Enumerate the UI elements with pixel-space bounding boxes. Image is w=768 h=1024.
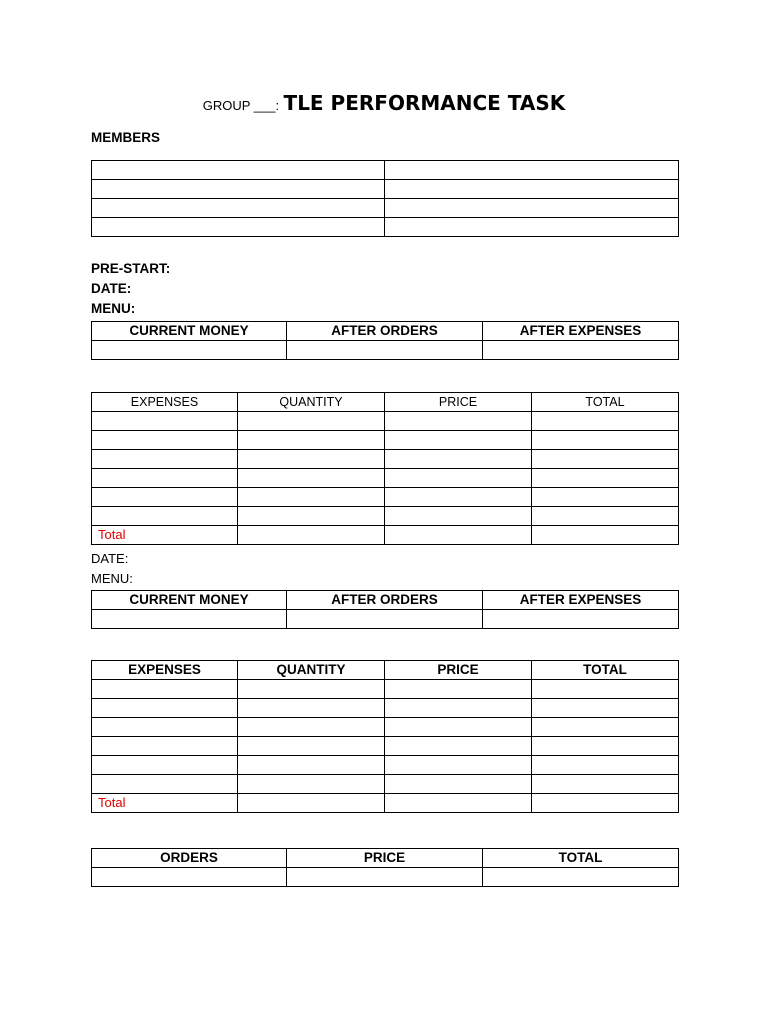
- day2-date-label: DATE:: [91, 551, 129, 566]
- expense-cell[interactable]: [385, 775, 532, 794]
- header-quantity: QUANTITY: [238, 661, 385, 680]
- total-cell[interactable]: [238, 794, 385, 813]
- header-total: TOTAL: [532, 661, 679, 680]
- table-header-row: [92, 849, 679, 868]
- table-row: [92, 161, 679, 180]
- table-header-row: [92, 591, 679, 610]
- page-title: [0, 91, 768, 115]
- member-cell[interactable]: [385, 161, 679, 180]
- expense-cell[interactable]: [532, 488, 679, 507]
- member-cell[interactable]: [92, 218, 385, 237]
- task-title: TLE PERFORMANCE TASK: [283, 91, 566, 115]
- expense-cell[interactable]: [385, 431, 532, 450]
- member-cell[interactable]: [92, 199, 385, 218]
- expense-cell[interactable]: [385, 412, 532, 431]
- table-row: [92, 341, 679, 360]
- prestart-expenses-table: [91, 392, 679, 545]
- table-row: [92, 488, 679, 507]
- table-row: [92, 737, 679, 756]
- table-row: [92, 756, 679, 775]
- member-cell[interactable]: [385, 180, 679, 199]
- expense-cell[interactable]: [532, 450, 679, 469]
- group-label: GROUP ___:: [202, 98, 280, 113]
- members-label: MEMBERS: [91, 130, 161, 145]
- total-cell[interactable]: [238, 526, 385, 545]
- total-cell[interactable]: [385, 794, 532, 813]
- header-total: TOTAL: [483, 849, 679, 868]
- expense-cell[interactable]: [238, 756, 385, 775]
- table-row: [92, 610, 679, 629]
- member-cell[interactable]: [92, 180, 385, 199]
- money-cell[interactable]: [92, 610, 287, 629]
- expense-cell[interactable]: [92, 737, 238, 756]
- header-price: PRICE: [287, 849, 483, 868]
- header-expenses: EXPENSES: [92, 393, 238, 412]
- total-cell[interactable]: [532, 526, 679, 545]
- orders-table: [91, 848, 679, 887]
- header-orders: ORDERS: [92, 849, 287, 868]
- day2-money-table: [91, 590, 679, 629]
- expense-cell[interactable]: [238, 450, 385, 469]
- total-row: [92, 526, 679, 545]
- header-after-expenses: AFTER EXPENSES: [483, 322, 679, 341]
- expense-cell[interactable]: [92, 775, 238, 794]
- expense-cell[interactable]: [92, 756, 238, 775]
- expense-cell[interactable]: [532, 412, 679, 431]
- table-row: [92, 450, 679, 469]
- expense-cell[interactable]: [92, 431, 238, 450]
- table-row: [92, 180, 679, 199]
- expense-cell[interactable]: [385, 737, 532, 756]
- expense-cell[interactable]: [532, 507, 679, 526]
- expense-cell[interactable]: [238, 737, 385, 756]
- expense-cell[interactable]: [92, 412, 238, 431]
- table-row: [92, 218, 679, 237]
- day2-expenses-table: [91, 660, 679, 813]
- table-header-row: [92, 322, 679, 341]
- prestart-menu-label: MENU:: [91, 301, 136, 316]
- header-current-money: CURRENT MONEY: [92, 591, 287, 610]
- expense-cell[interactable]: [238, 680, 385, 699]
- money-cell[interactable]: [92, 341, 287, 360]
- expense-cell[interactable]: [385, 450, 532, 469]
- expense-cell[interactable]: [92, 699, 238, 718]
- table-row: [92, 680, 679, 699]
- expense-cell[interactable]: [385, 699, 532, 718]
- expense-cell[interactable]: [92, 450, 238, 469]
- expense-cell[interactable]: [92, 718, 238, 737]
- expense-cell[interactable]: [532, 718, 679, 737]
- expense-cell[interactable]: [238, 412, 385, 431]
- expense-cell[interactable]: [385, 507, 532, 526]
- header-after-expenses: AFTER EXPENSES: [483, 591, 679, 610]
- table-row: [92, 199, 679, 218]
- table-header-row: [92, 661, 679, 680]
- total-cell[interactable]: [385, 526, 532, 545]
- header-total: TOTAL: [532, 393, 679, 412]
- table-row: [92, 412, 679, 431]
- expense-cell[interactable]: [385, 718, 532, 737]
- order-cell[interactable]: [287, 868, 483, 887]
- order-cell[interactable]: [92, 868, 287, 887]
- expense-cell[interactable]: [385, 680, 532, 699]
- expense-cell[interactable]: [532, 699, 679, 718]
- table-row: [92, 507, 679, 526]
- member-cell[interactable]: [92, 161, 385, 180]
- total-row: [92, 794, 679, 813]
- table-row: [92, 699, 679, 718]
- order-cell[interactable]: [483, 868, 679, 887]
- total-label: Total: [92, 794, 238, 813]
- expense-cell[interactable]: [238, 431, 385, 450]
- header-quantity: QUANTITY: [238, 393, 385, 412]
- prestart-date-label: DATE:: [91, 281, 132, 296]
- expense-cell[interactable]: [238, 699, 385, 718]
- money-cell[interactable]: [483, 341, 679, 360]
- prestart-money-table: [91, 321, 679, 360]
- expense-cell[interactable]: [532, 737, 679, 756]
- header-expenses: EXPENSES: [92, 661, 238, 680]
- expense-cell[interactable]: [92, 680, 238, 699]
- member-cell[interactable]: [385, 218, 679, 237]
- table-row: [92, 775, 679, 794]
- expense-cell[interactable]: [238, 488, 385, 507]
- prestart-label: PRE-START:: [91, 261, 171, 276]
- expense-cell[interactable]: [238, 507, 385, 526]
- header-price: PRICE: [385, 661, 532, 680]
- expense-cell[interactable]: [92, 469, 238, 488]
- header-price: PRICE: [385, 393, 532, 412]
- expense-cell[interactable]: [238, 775, 385, 794]
- table-row: [92, 469, 679, 488]
- table-row: [92, 868, 679, 887]
- table-header-row: [92, 393, 679, 412]
- expense-cell[interactable]: [238, 469, 385, 488]
- expense-cell[interactable]: [532, 431, 679, 450]
- expense-cell[interactable]: [385, 756, 532, 775]
- expense-cell[interactable]: [532, 680, 679, 699]
- expense-cell[interactable]: [532, 775, 679, 794]
- total-cell[interactable]: [532, 794, 679, 813]
- expense-cell[interactable]: [385, 469, 532, 488]
- header-after-orders: AFTER ORDERS: [287, 591, 483, 610]
- member-cell[interactable]: [385, 199, 679, 218]
- table-row: [92, 718, 679, 737]
- total-label: Total: [92, 526, 238, 545]
- money-cell[interactable]: [483, 610, 679, 629]
- expense-cell[interactable]: [532, 469, 679, 488]
- header-after-orders: AFTER ORDERS: [287, 322, 483, 341]
- expense-cell[interactable]: [385, 488, 532, 507]
- money-cell[interactable]: [287, 610, 483, 629]
- day2-menu-label: MENU:: [91, 571, 133, 586]
- members-table: [91, 160, 679, 237]
- expense-cell[interactable]: [92, 507, 238, 526]
- expense-cell[interactable]: [238, 718, 385, 737]
- expense-cell[interactable]: [92, 488, 238, 507]
- money-cell[interactable]: [287, 341, 483, 360]
- header-current-money: CURRENT MONEY: [92, 322, 287, 341]
- table-row: [92, 431, 679, 450]
- expense-cell[interactable]: [532, 756, 679, 775]
